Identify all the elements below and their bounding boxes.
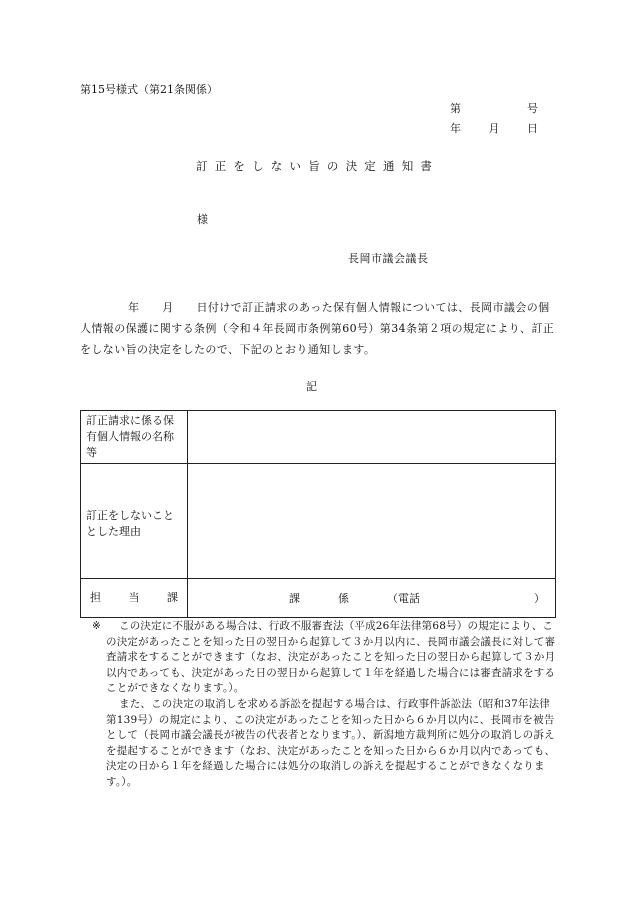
department-label [81,579,188,618]
note-mark: ※ [92,620,101,632]
addressee-suffix: 様 [197,213,208,226]
info-name-value [188,411,556,464]
document-title: 訂正をしない旨の決定通知書 [196,159,440,173]
department-label-char: 課 [167,591,178,604]
ki-heading: 記 [306,380,317,393]
notes-section [92,619,558,791]
body-date-year: 年 [128,301,140,314]
note-lawsuit: また、この決定の取消しを求める訴訟を提起する場合は、行政事件訴訟法（昭和37年法律第139号）の規定により、この決定があったことを知った日から６か月以内に、長岡市を被告として（長岡市議会議長が被告の代表者となります。）、新潟地方裁判所に処分の取消しの訴えを提起することができます（なお、決定があったことを知った日から６か月以内であっても、決定の日から１年を経過した場合には処分の取消しの訴えを提起することができなくなります。）。 [106,697,556,788]
table-row [81,579,556,618]
number-prefix: 第 [450,102,461,115]
table-row [81,464,556,579]
phone-close: ） [534,592,545,605]
reason-label: 訂正をしないこととした理由 [81,464,188,579]
document-date-line [450,120,538,136]
date-month: 月 [488,122,500,135]
department-label-char: 当 [128,591,140,604]
table-row [81,411,556,464]
phone-label: （電話 [387,592,420,605]
date-year: 年 [450,122,461,135]
body-date-month: 月 [162,301,174,314]
department-label-char: 担 [90,591,101,604]
form-number: 第15号様式（第21条関係） [80,83,218,96]
body-text: 日付けで訂正請求のあった保有個人情報については、長岡市議会の個人情報の保護に関する条例（令和４年長岡市条例第60号）第34条第２項の規定により、訂正をしない旨の決定をしたので、下記のとおり通知します。 [80,301,555,356]
info-table [80,410,556,618]
info-name-label: 訂正請求に係る保有個人情報の名称等 [81,411,188,464]
reason-value [188,464,556,579]
section-label: 課 [289,592,300,605]
document-number-line [450,100,538,116]
department-value [188,579,556,618]
date-day: 日 [527,122,538,135]
staff-label: 係 [338,592,349,605]
sender-name: 長岡市議会議長 [348,252,429,265]
notice-body [80,297,556,360]
number-suffix: 号 [527,102,538,115]
note-appeal: この決定に不服がある場合は、行政不服審査法（平成26年法律第68号）の規定により、この決定があったことを知った日の翌日から起算して３か月以内に、長岡市議会議長に対して審査請求をすることができます（なお、決定があったことを知った日の翌日から起算して３か月以内であっても、決定があった日の翌日から起算して１年を経過した場合には審査請求をすることができなくなります。）。 [106,620,556,695]
